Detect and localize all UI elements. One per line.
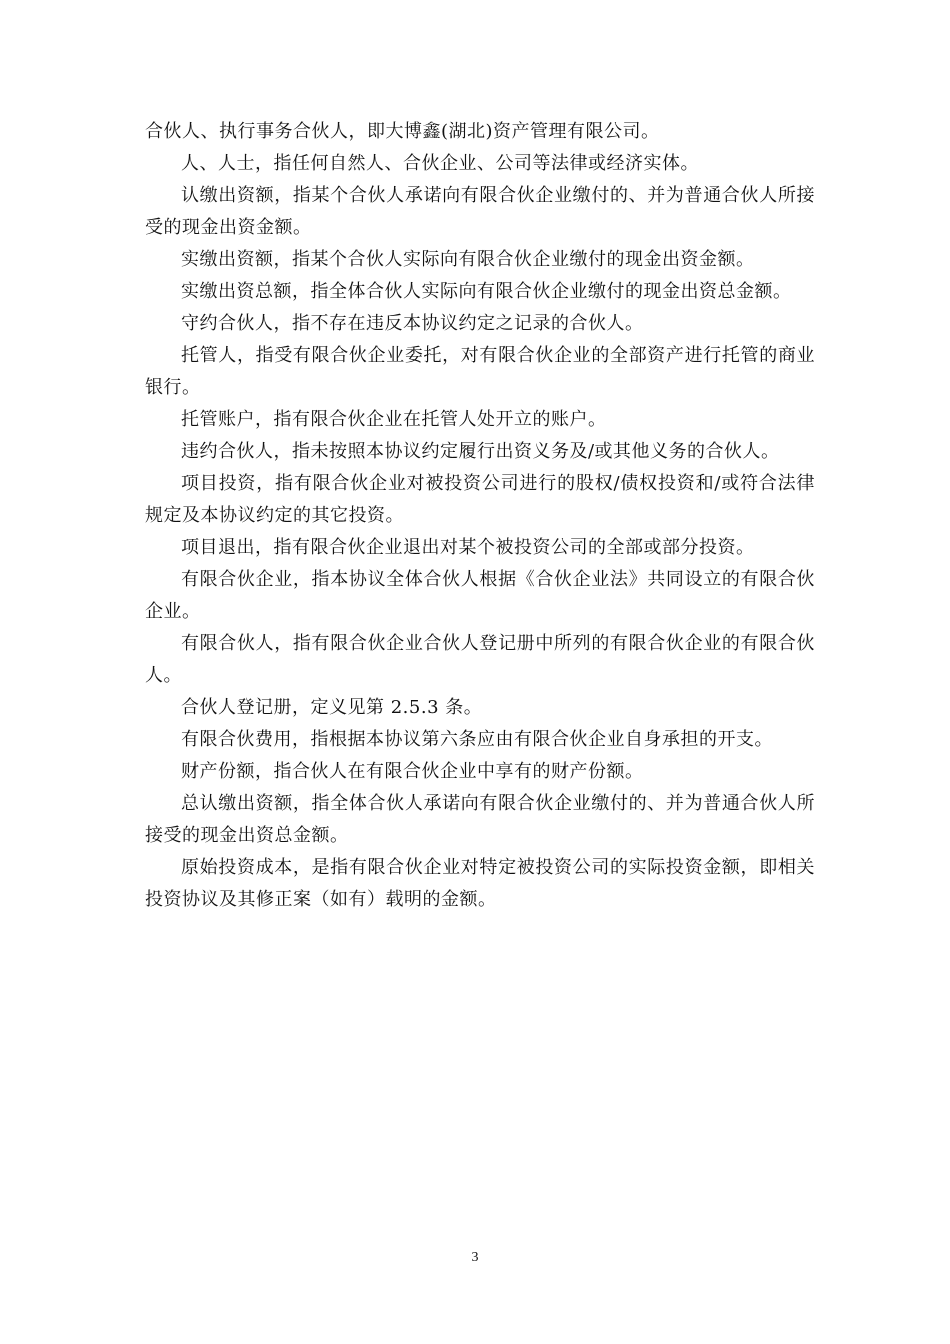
paragraph: 有限合伙人，指有限合伙企业合伙人登记册中所列的有限合伙企业的有限合伙人。 bbox=[145, 633, 815, 686]
paragraph: 有限合伙企业，指本协议全体合伙人根据《合伙企业法》共同设立的有限合伙企业。 bbox=[145, 569, 815, 622]
paragraph: 违约合伙人，指未按照本协议约定履行出资义务及/或其他义务的合伙人。 bbox=[181, 441, 780, 462]
paragraph: 项目投资，指有限合伙企业对被投资公司进行的股权/债权投资和/或符合法律规定及本协议约定的其它投资。 bbox=[145, 473, 815, 526]
paragraph: 总认缴出资额，指全体合伙人承诺向有限合伙企业缴付的、并为普通合伙人所接受的现金出资总金额。 bbox=[145, 793, 815, 846]
paragraph: 项目退出，指有限合伙企业退出对某个被投资公司的全部或部分投资。 bbox=[181, 537, 755, 558]
paragraph: 托管账户，指有限合伙企业在托管人处开立的账户。 bbox=[181, 409, 607, 430]
paragraph: 合伙人登记册，定义见第 2.5.3 条。 bbox=[181, 697, 483, 718]
page-number: 3 bbox=[471, 1250, 479, 1265]
paragraph: 有限合伙费用，指根据本协议第六条应由有限合伙企业自身承担的开支。 bbox=[181, 729, 773, 750]
paragraph: 托管人，指受有限合伙企业委托，对有限合伙企业的全部资产进行托管的商业银行。 bbox=[145, 345, 815, 398]
paragraph: 认缴出资额，指某个合伙人承诺向有限合伙企业缴付的、并为普通合伙人所接受的现金出资金额。 bbox=[145, 185, 815, 238]
paragraph: 人、人士，指任何自然人、合伙企业、公司等法律或经济实体。 bbox=[181, 153, 699, 174]
paragraph: 实缴出资总额，指全体合伙人实际向有限合伙企业缴付的现金出资总金额。 bbox=[181, 281, 792, 302]
definitions-text-block bbox=[145, 116, 815, 916]
paragraph: 合伙人、执行事务合伙人，即大博鑫(湖北)资产管理有限公司。 bbox=[145, 121, 660, 142]
paragraph: 原始投资成本，是指有限合伙企业对特定被投资公司的实际投资金额，即相关投资协议及其修正案（如有）载明的金额。 bbox=[145, 857, 815, 910]
paragraph: 实缴出资额，指某个合伙人实际向有限合伙企业缴付的现金出资金额。 bbox=[181, 249, 755, 270]
paragraph: 守约合伙人，指不存在违反本协议约定之记录的合伙人。 bbox=[181, 313, 644, 334]
paragraph: 财产份额，指合伙人在有限合伙企业中享有的财产份额。 bbox=[181, 761, 644, 782]
